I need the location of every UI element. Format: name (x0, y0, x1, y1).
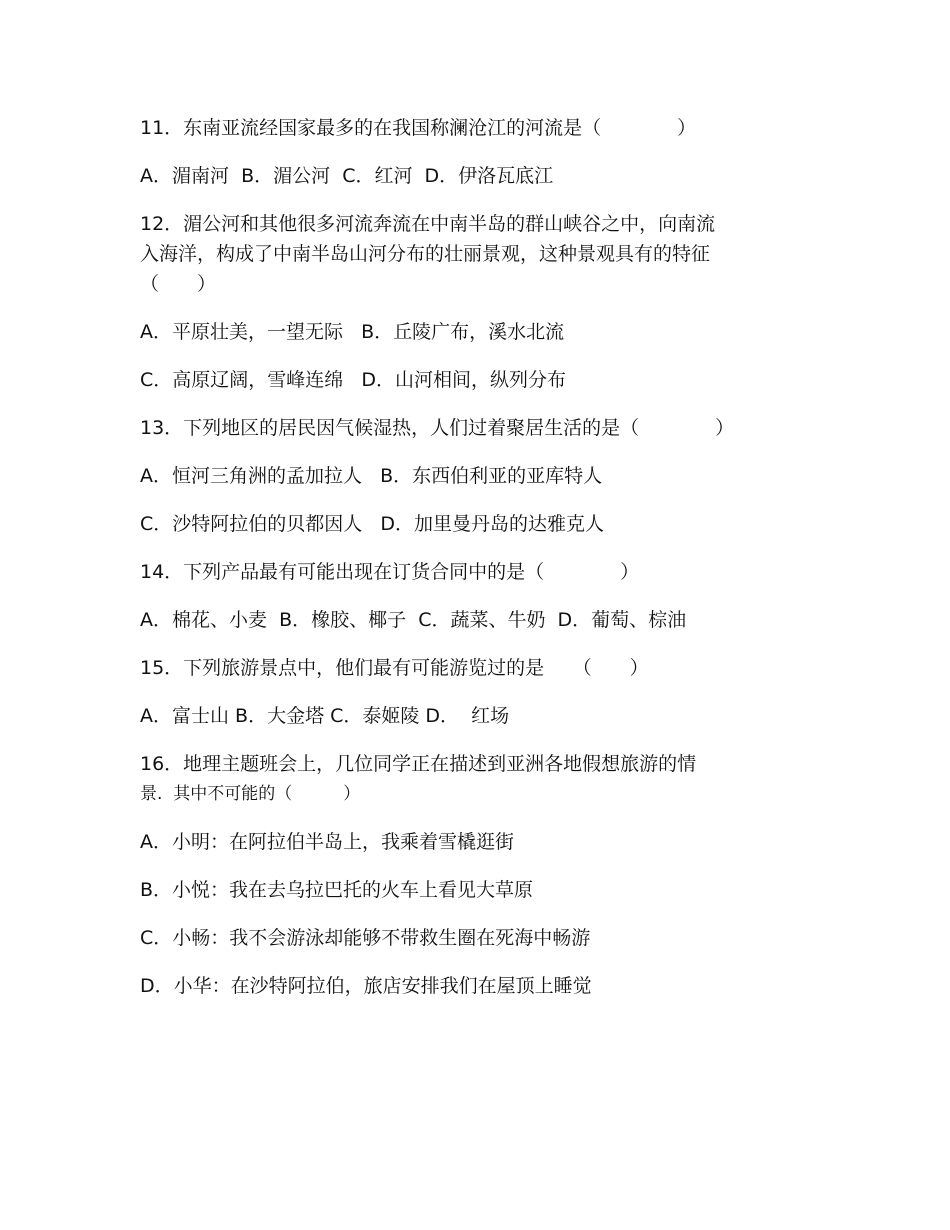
question-16-option-b: B．小悦：我在去乌拉巴托的火车上看见大草原 (140, 879, 534, 901)
question-12-options-line2: C．高原辽阔，雪峰连绵 D．山河相间，纵列分布 (140, 369, 567, 391)
question-16-stem-line2: 景. 其中不可能的（ ） (140, 784, 361, 804)
question-12-stem-line2: 入海洋，构成了中南半岛山河分布的壮丽景观，这种景观具有的特征 (140, 243, 711, 265)
question-13-options-line1: A．恒河三角洲的孟加拉人 B．东西伯利亚的亚库特人 (140, 465, 603, 487)
document-page (140, 113, 770, 1019)
question-16-stem-line1: 16．地理主题班会上，几位同学正在描述到亚洲各地假想旅游的情 (140, 753, 697, 775)
question-16-option-c: C．小畅：我不会游泳却能够不带救生圈在死海中畅游 (140, 927, 591, 949)
question-11-stem: 11．东南亚流经国家最多的在我国称澜沧江的河流是（ ） (140, 117, 697, 139)
question-16-option-a: A．小明：在阿拉伯半岛上，我乘着雪橇逛街 (140, 831, 514, 853)
question-11-options: A．湄南河 B．湄公河 C．红河 D．伊洛瓦底江 (140, 165, 554, 187)
question-14-stem: 14．下列产品最有可能出现在订货合同中的是（ ） (140, 561, 640, 583)
question-12-stem-line1: 12．湄公河和其他很多河流奔流在中南半岛的群山峡谷之中，向南流 (140, 213, 716, 235)
question-12-stem-line3: （ ） (140, 273, 217, 295)
question-15-options: A．富士山 B．大金塔 C．泰姬陵 D． 红场 (140, 705, 510, 727)
question-13-stem: 13．下列地区的居民因气候湿热，人们过着聚居生活的是（ ） (140, 417, 735, 439)
question-12-options-line1: A．平原壮美，一望无际 B．丘陵广布，溪水北流 (140, 321, 565, 343)
question-16-option-d: D．小华：在沙特阿拉伯，旅店安排我们在屋顶上睡觉 (140, 975, 592, 997)
question-15-stem: 15．下列旅游景点中，他们最有可能游览过的是 （ ） (140, 657, 649, 679)
question-14-options: A．棉花、小麦 B．橡胶、椰子 C．蔬菜、牛奶 D．葡萄、棕油 (140, 609, 687, 631)
question-13-options-line2: C．沙特阿拉伯的贝都因人 D．加里曼丹岛的达雅克人 (140, 513, 605, 535)
